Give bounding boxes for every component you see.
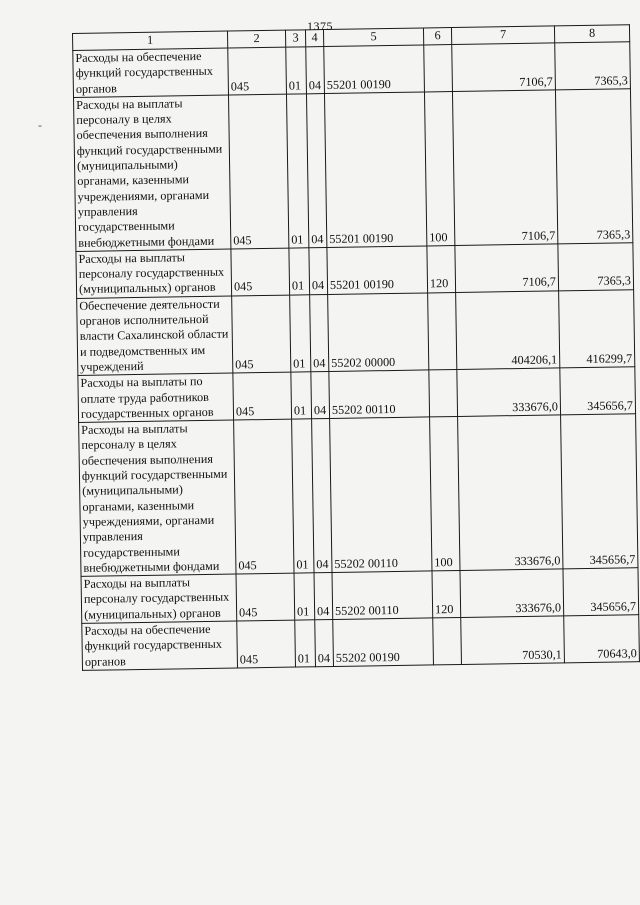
section-cell: 01	[290, 295, 311, 373]
budget-table	[72, 24, 640, 671]
admin-code-cell: 045	[228, 94, 288, 249]
amount-cell-col7: 7106,7	[452, 43, 556, 92]
table-row	[73, 42, 631, 98]
admin-code-cell: 045	[237, 620, 296, 668]
table-row	[81, 568, 639, 624]
section-cell: 01	[291, 372, 312, 419]
section-cell: 01	[295, 620, 316, 667]
amount-cell-col7: 333676,0	[457, 368, 561, 417]
col-header: 6	[423, 28, 451, 45]
section-cell: 01	[294, 573, 315, 620]
section-cell: 01	[292, 419, 314, 573]
col-header: 1	[73, 31, 228, 50]
table-row	[77, 289, 635, 375]
target-article-cell: 55201 00190	[327, 246, 428, 294]
target-article-cell: 55201 00190	[324, 92, 426, 248]
target-article-cell: 55202 00110	[330, 417, 432, 573]
subsection-cell: 04	[312, 419, 332, 573]
subsection-cell: 04	[314, 573, 333, 620]
row-name-cell: Расходы на обеспечение функций государственных органов	[82, 621, 238, 670]
table-row	[79, 414, 638, 577]
amount-cell-col8: 70643,0	[564, 615, 640, 663]
row-name-cell: Расходы на выплаты по оплате труда работников государственных органов	[78, 373, 234, 422]
table-row	[76, 243, 634, 299]
amount-cell-col8: 7365,3	[555, 42, 631, 90]
col-header: 3	[285, 30, 305, 47]
target-article-cell: 55202 00190	[333, 618, 434, 666]
amount-cell-col8: 345656,7	[561, 414, 638, 569]
target-article-cell: 55202 00110	[332, 571, 433, 619]
table-body	[73, 42, 640, 671]
table-row	[74, 89, 633, 252]
subsection-cell: 04	[309, 247, 328, 294]
expense-type-cell: 100	[430, 417, 460, 571]
amount-cell-col8: 7365,3	[558, 243, 634, 291]
section-cell: 01	[286, 47, 307, 94]
subsection-cell: 04	[315, 619, 334, 666]
expense-type-cell	[428, 292, 457, 370]
row-name-cell: Обеспечение деятельности органов исполнительной власти Сахалинской области и подведомственных им учреждений	[77, 296, 233, 376]
subsection-cell: 04	[306, 93, 326, 247]
amount-cell-col8: 416299,7	[559, 289, 635, 368]
admin-code-cell: 045	[232, 295, 291, 373]
amount-cell-col7: 70530,1	[461, 616, 565, 665]
amount-cell-col8: 345656,7	[563, 568, 639, 616]
page-number: 1375	[307, 19, 333, 33]
col-header: 8	[554, 25, 629, 43]
amount-cell-col8: 7365,3	[555, 89, 632, 244]
admin-code-cell: 045	[228, 47, 287, 95]
amount-cell-col8: 345656,7	[560, 367, 636, 415]
expense-type-cell: 120	[427, 245, 456, 292]
expense-type-cell: 100	[424, 91, 454, 245]
row-name-cell: Расходы на обеспечение функций государственных органов	[73, 48, 229, 97]
subsection-cell: 04	[311, 372, 330, 419]
expense-type-cell	[429, 370, 458, 417]
col-header: 7	[451, 26, 554, 45]
amount-cell-col7: 404206,1	[456, 291, 560, 370]
table-row	[82, 615, 640, 671]
amount-cell-col7: 7106,7	[455, 244, 559, 293]
admin-code-cell: 045	[236, 573, 295, 621]
subsection-cell: 04	[306, 47, 325, 94]
section-cell: 01	[289, 248, 310, 295]
col-header: 5	[323, 28, 423, 47]
scan-mark: -	[38, 118, 42, 132]
row-name-cell: Расходы на выплаты персоналу государственных (муниципальных) органов	[81, 574, 237, 623]
expense-type-cell	[424, 45, 453, 92]
admin-code-cell: 045	[234, 419, 294, 574]
col-header: 2	[227, 30, 285, 48]
admin-code-cell: 045	[233, 372, 292, 420]
expense-type-cell: 120	[432, 571, 461, 618]
target-article-cell: 55202 00000	[328, 293, 429, 372]
col-header: 4	[305, 30, 323, 47]
admin-code-cell: 045	[231, 248, 290, 296]
row-name-cell: Расходы на выплаты персоналу государственных (муниципальных) органов	[76, 249, 232, 298]
table-row	[78, 367, 636, 423]
target-article-cell: 55201 00190	[324, 45, 425, 93]
amount-cell-col7: 333676,0	[460, 569, 564, 618]
expense-type-cell	[433, 617, 462, 664]
row-name-cell: Расходы на выплаты персоналу в целях обеспечения выполнения функций государственными (муниципальными) органами, казенными учреждениями, органами управления государственными внебюджетными фондами	[79, 420, 236, 576]
target-article-cell: 55202 00110	[329, 370, 430, 418]
amount-cell-col7: 333676,0	[458, 415, 563, 571]
row-name-cell: Расходы на выплаты персоналу в целях обеспечения выполнения функций государственными (муниципальными) органами, казенными учреждениями, органами управления государственными внебюджетными фондами	[74, 95, 231, 251]
amount-cell-col7: 7106,7	[452, 90, 557, 246]
subsection-cell: 04	[310, 294, 329, 372]
section-cell: 01	[286, 94, 308, 248]
